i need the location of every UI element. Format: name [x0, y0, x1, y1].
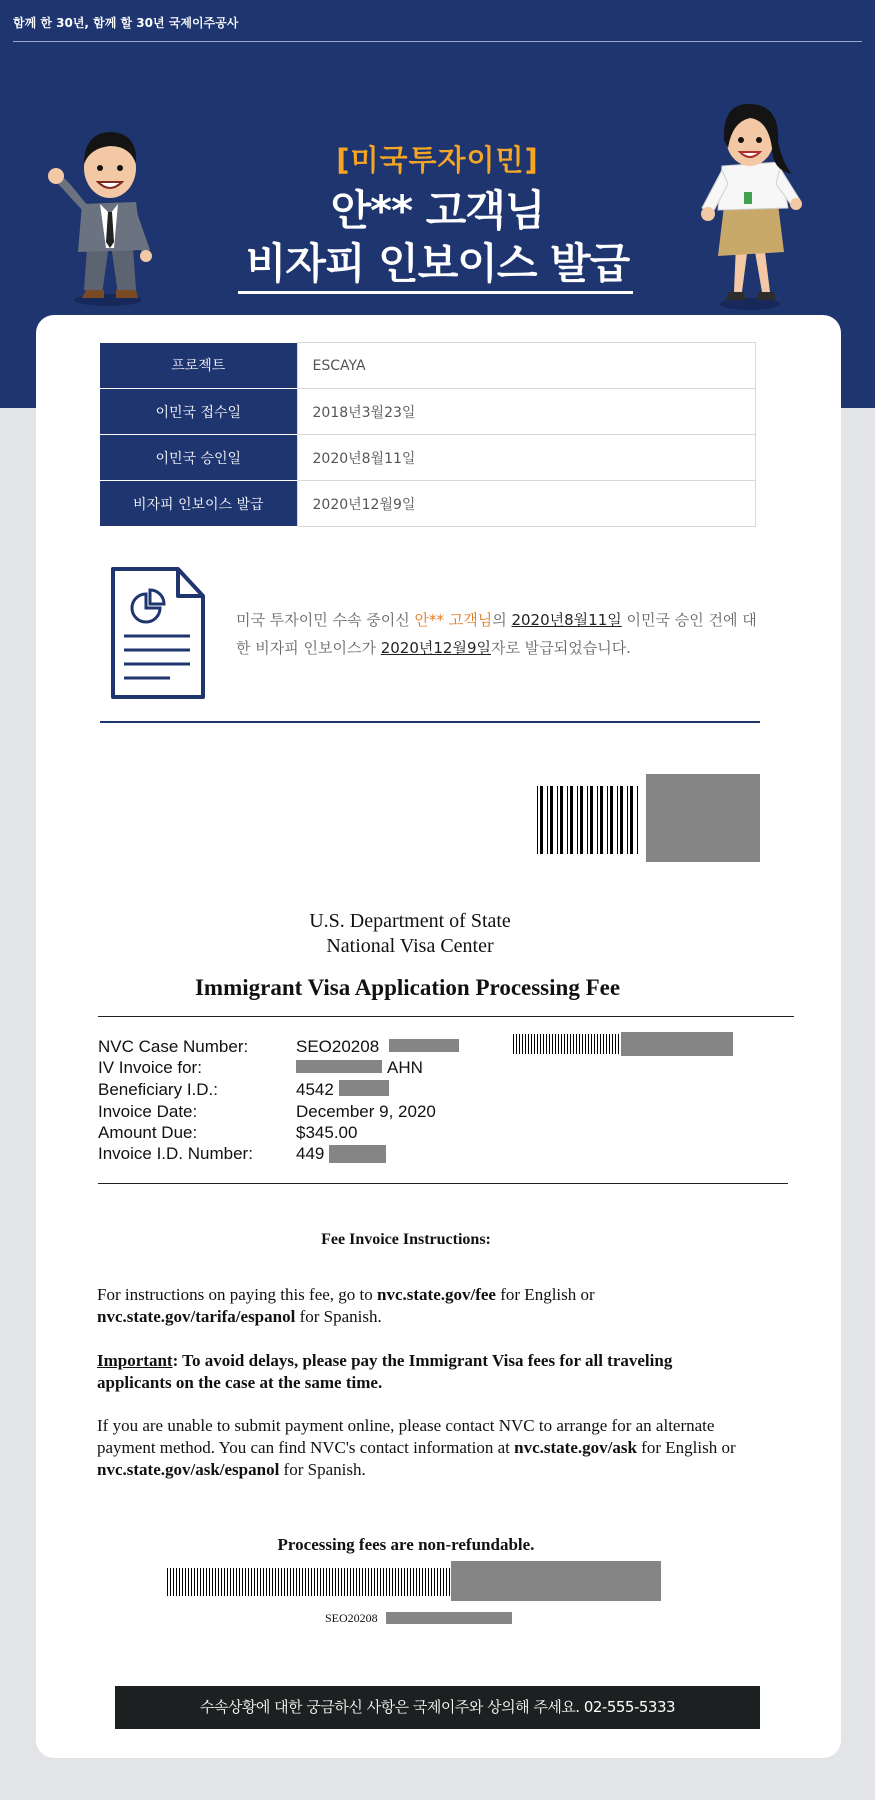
- text: for English or: [636, 1438, 736, 1457]
- redaction-block: [621, 1032, 733, 1056]
- redaction-block: [451, 1561, 661, 1601]
- section-divider: [100, 721, 760, 723]
- spanish-fee-link[interactable]: nvc.state.gov/tarifa/espanol: [97, 1307, 296, 1326]
- redaction-block: [329, 1145, 386, 1163]
- text: for English or: [495, 1285, 595, 1304]
- important-label: Important: [97, 1351, 173, 1370]
- payment-paragraph: [97, 1415, 737, 1481]
- summary-table: [100, 342, 756, 527]
- row-label: 비자피 인보이스 발급: [100, 481, 297, 527]
- redaction-block: [296, 1060, 382, 1073]
- field-label: Invoice I.D. Number:: [98, 1144, 253, 1163]
- case-number: SEO20208: [296, 1037, 380, 1056]
- contact-bar: 수속상황에 대한 궁금하신 사항은 국제이주와 상의해 주세요. 02-555-5333: [115, 1686, 760, 1729]
- amount-due: $345.00: [296, 1123, 358, 1142]
- table-row: [100, 435, 756, 481]
- field-label: NVC Case Number:: [98, 1037, 249, 1056]
- row-label: 이민국 접수일: [100, 389, 297, 435]
- row-value: 2020년8월11일: [297, 435, 756, 481]
- nonrefundable-notice: Processing fees are non-refundable.: [277, 1535, 535, 1554]
- customer-name: 안** 고객님: [414, 611, 493, 629]
- text: If you are unable to submit payment online, please contact NVC to arrange for an alternate payment method. You can find NVC's contact information at: [97, 1416, 715, 1457]
- ask-link[interactable]: nvc.state.gov/ask: [514, 1438, 637, 1457]
- table-row: [100, 389, 756, 435]
- invoice-title: Immigrant Visa Application Processing Fee: [194, 975, 621, 1000]
- center-name: National Visa Center: [326, 935, 494, 957]
- redaction-block: [386, 1612, 512, 1624]
- row-value: 2020년12월9일: [297, 481, 756, 527]
- fee-link[interactable]: nvc.state.gov/fee: [377, 1285, 496, 1304]
- invoice-for-value: AHN: [387, 1058, 423, 1077]
- document-icon: [110, 566, 206, 700]
- field-label: Invoice Date:: [98, 1102, 198, 1121]
- invoice-id: 449: [296, 1144, 325, 1163]
- field-label: IV Invoice for:: [98, 1058, 202, 1077]
- table-row: [100, 481, 756, 527]
- redaction-block: [339, 1080, 389, 1096]
- divider: [98, 1016, 794, 1017]
- redaction-block: [646, 774, 760, 862]
- department-name: U.S. Department of State: [309, 910, 511, 932]
- notice-text: [236, 606, 766, 662]
- hero-title-underline: [238, 291, 633, 294]
- hero-category: [미국투자이민]: [336, 143, 539, 177]
- notice-text-part: 이민국 승인 건에 대한 비자피 인보이스가: [236, 611, 757, 657]
- beneficiary-id: 4542: [296, 1080, 334, 1099]
- notice-text-part: 자로 발급되었습니다.: [491, 639, 631, 657]
- barcode-text: SEO20208: [325, 1611, 378, 1625]
- text: for Spanish.: [279, 1460, 366, 1479]
- barcode-image: [167, 1568, 450, 1596]
- instructions-paragraph: [97, 1284, 737, 1328]
- text: : To avoid delays, please pay the Immigrant Visa fees for all traveling applicants on the case at the same time.: [97, 1351, 673, 1392]
- invoice-date: December 9, 2020: [296, 1102, 436, 1121]
- instructions-title: Fee Invoice Instructions:: [321, 1231, 491, 1248]
- text: for Spanish.: [295, 1307, 382, 1326]
- field-label: Beneficiary I.D.:: [98, 1080, 218, 1099]
- redaction-block: [389, 1039, 459, 1052]
- row-value: 2018년3월23일: [297, 389, 756, 435]
- important-paragraph: [97, 1350, 737, 1394]
- row-value: ESCAYA: [297, 343, 756, 389]
- row-label: 프로젝트: [100, 343, 297, 389]
- notice-text-part: 의: [492, 611, 512, 629]
- issue-date: 2020년12월9일: [380, 639, 491, 657]
- divider: [98, 1183, 788, 1184]
- row-label: 이민국 승인일: [100, 435, 297, 481]
- hero-customer-name: 안** 고객님: [330, 186, 545, 235]
- notice-text-part: 미국 투자이민 수속 중이신: [236, 611, 415, 629]
- tagline: 함께 한 30년, 함께 할 30년 국제이주공사: [13, 16, 239, 30]
- spanish-ask-link[interactable]: nvc.state.gov/ask/espanol: [97, 1460, 280, 1479]
- barcode-image: [537, 786, 642, 854]
- text: For instructions on paying this fee, go to: [97, 1285, 378, 1304]
- approval-date: 2020년8월11일: [511, 611, 622, 629]
- table-row: [100, 343, 756, 389]
- barcode-image: [513, 1034, 619, 1054]
- field-label: Amount Due:: [98, 1123, 198, 1142]
- hero-document-title: 비자피 인보이스 발급: [245, 239, 630, 288]
- tagline-divider: [13, 41, 862, 42]
